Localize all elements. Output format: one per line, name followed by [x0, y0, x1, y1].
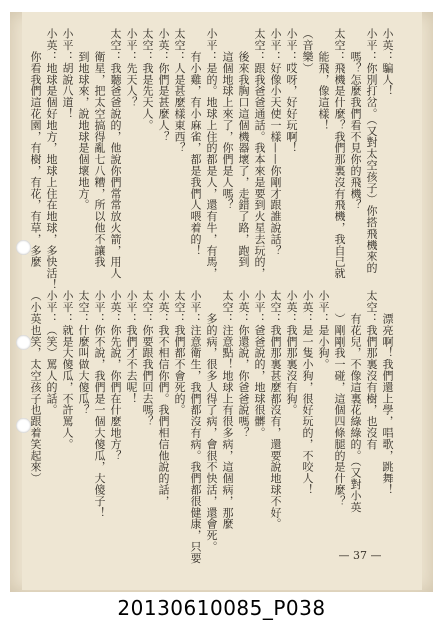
text-line: 小平：胡說八道！	[61, 28, 74, 120]
text-line: 小平：是的。地球上住的都是人，還有牛，有馬，	[205, 28, 218, 279]
text-line: 小英：你先說，你們在什麼地方？	[109, 290, 122, 461]
text-line: 太空：我們那裏沒有樹，也沒有	[365, 290, 378, 450]
text-line: 小英：你們是甚麼人？	[157, 28, 170, 142]
text-line: 到地球來，說地球是個壞地方。	[77, 28, 90, 211]
text-line: 太空：你要跟我們回去嗎？	[141, 290, 154, 427]
text-line: ）剛剛我一碰，這個四條腿的是什麼？	[333, 290, 346, 507]
text-line: 太空：人是甚麼樣東西？	[173, 28, 186, 154]
text-line: 小平：爸爸說的，地球很髒。	[253, 290, 266, 439]
text-line: 有小雞，有小麻雀，都是我們人喂着的！	[189, 28, 202, 256]
text-line: 太空：飛機是什麼？我們那裏沒有飛機，我自己就	[333, 28, 346, 279]
text-line: 這個地球上來了，你們是人嗎？	[221, 28, 234, 211]
text-line: 後來我胸口這個機器壞了，走錯了路，跑到	[237, 28, 250, 268]
text-line: 小英：我不相信你們。我們相信他說的話，	[157, 290, 170, 507]
text-line: 小平：哎呀，好好玩啊！	[285, 28, 298, 154]
text-line: 小平：我們才不去呢！	[125, 290, 138, 404]
text-line: 小英：你還說，你爸爸說嗎？	[237, 290, 250, 439]
text-line: 衛星，把太空搞得亂七八糟，所以他不讓我	[93, 28, 106, 268]
text-line: 能飛，像這樣！	[317, 28, 330, 131]
text-line: 小平：（笑）罵人的話。	[45, 290, 58, 416]
text-line: 小平：好像小天使一樣——你剛才跟誰說話？	[269, 28, 282, 256]
text-line: 小平：先天人？	[125, 28, 138, 108]
archive-id-caption: 20130610085_P038	[117, 596, 326, 620]
text-line: 太空：跟我爸爸通話。我本來是要到火星去玩的，	[253, 28, 266, 279]
text-line: 小平：是小狗。	[317, 290, 330, 370]
text-line: 漂亮啊！我們還上學，唱歌，跳舞！	[381, 290, 394, 496]
text-line: 太空：我是先天人。	[141, 28, 154, 131]
upper-text-block	[29, 28, 395, 291]
text-line: 小平：注意衛生，我們都沒有病。我們都很健康，只要	[189, 290, 202, 564]
text-line: 小英：我們那裏沒有狗。	[285, 290, 298, 416]
text-line: （音樂）	[301, 28, 314, 74]
text-line: 小平：就是大傻瓜，不許罵人。	[61, 290, 74, 450]
text-line: 嗎？怎麼我們看不見你的飛機？	[349, 28, 362, 211]
text-line: 太空：我們那裏甚麼都沒有，還要說地球不好。	[269, 290, 282, 530]
text-line: 小英：地球是個好地方，地球上住在地球，多快活！	[45, 28, 58, 291]
page-number: — 37 —	[338, 549, 382, 562]
text-line: 你看我們這花園，有樹，有花，有草，多麼	[29, 28, 42, 268]
text-line: 太空：注意點！地球上有很多病，這個病，那麼	[221, 290, 234, 530]
text-line: 小平：你不說，我們是一個大傻瓜，大傻子！	[93, 290, 106, 518]
text-line: 有花兒，不像這裏花綠綠的。（又對小英	[349, 290, 362, 513]
text-line: 多的病，很多人得了病，會很不快活，還會死。	[205, 290, 218, 553]
text-line: （小英也笑，太空孩子也跟着笑起來）	[29, 290, 42, 484]
text-line: 小英：是一隻小狗，很好玩的，不咬人！	[301, 290, 314, 496]
text-line: 小英：騙人！	[381, 28, 394, 97]
text-line: 太空：什麼叫做大傻瓜？	[77, 290, 90, 416]
text-line: 太空：我聽爸爸說的，他說你們常常放火箭，用人	[109, 28, 122, 279]
text-line: 太空：我們都不會死的。	[173, 290, 186, 416]
text-line: 小平：你別打岔。（又對太空孩子）你搭飛機來的	[365, 28, 378, 274]
